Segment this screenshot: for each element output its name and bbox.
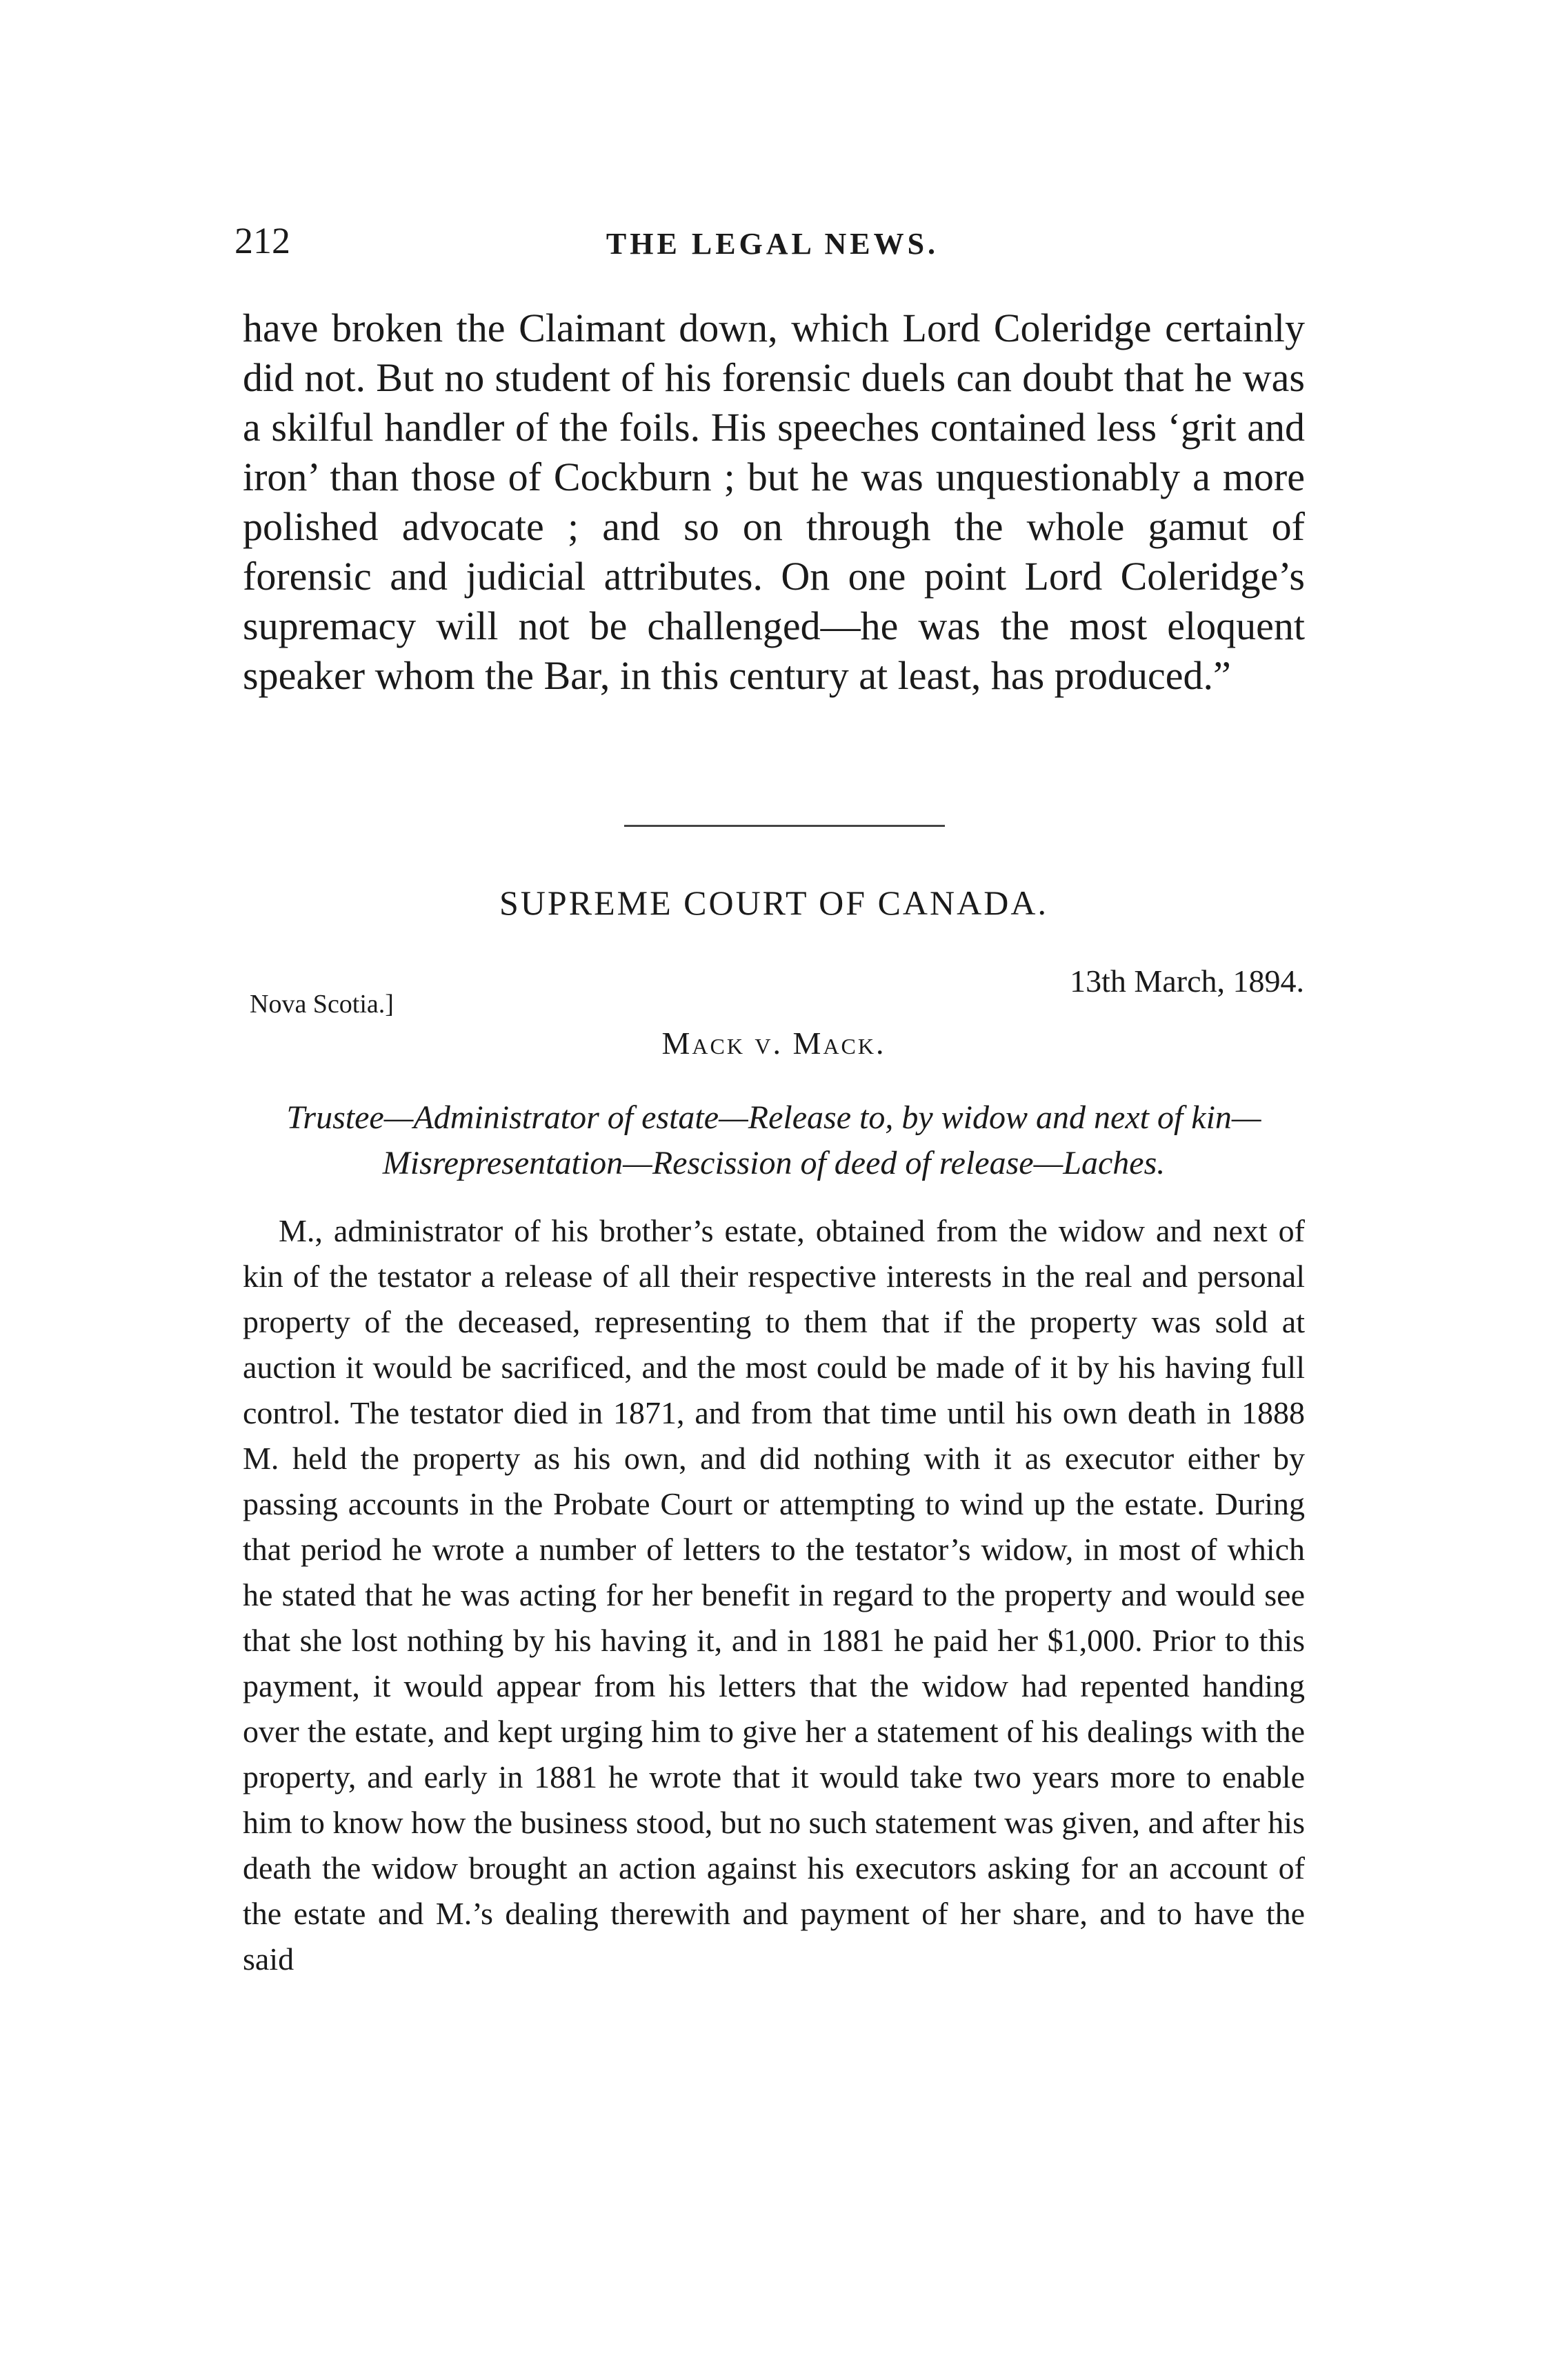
- page-number: 212: [234, 220, 290, 261]
- court-heading: SUPREME COURT OF CANADA.: [499, 883, 1048, 922]
- running-head: THE LEGAL NEWS.: [606, 227, 939, 261]
- quote-paragraph: have broken the Claimant down, which Lord Coleridge certainly did not. But no student of his forensic duels can doubt that he was a skilful handler of the foils. His speeches contained less ‘grit and iron’ than those of Cockburn ; but he was unquestionably a more polished advocate ; and so on through the whole gamut of forensic and judicial attributes. On one point Lord Coleridge’s supremacy will not be challenged—he was the most eloquent speaker whom the Bar, in this century at least, has produced.”: [243, 306, 1305, 698]
- section-divider: [624, 825, 945, 827]
- body-paragraph: M., administrator of his brother’s estate, obtained from the widow and next of kin of the testator a release of all their respective interests in the real and personal property of the deceased, representing to them that if the property was sold at auction it would be sacrificed, and the most could be made of it by his having full control. The testator died in 1871, and from that time until his own death in 1888 M. held the property as his own, and did nothing with it as executor either by passing accounts in the Probate Court or attempting to wind up the estate. During that period he wrote a number of letters to the testator’s widow, in most of which he stated that he was acting for her benefit in regard to the property and would see that she lost nothing by his having it, and in 1881 he paid her $1,000. Prior to this payment, it would appear from his letters that the widow had repented handing over the estate, and kept urging him to give her a statement of his dealings with the property, and early in 1881 he wrote that it would take two years more to enable him to know how the business stood, but no such statement was given, and after his death the widow brought an action against his executors asking for an account of the estate and M.’s dealing therewith and payment of her share, and to have the said: [243, 1213, 1305, 1977]
- judgment-date: 13th March, 1894.: [1070, 963, 1304, 999]
- case-title: Mack v. Mack.: [661, 1026, 886, 1061]
- province-label: Nova Scotia.]: [250, 990, 394, 1019]
- headnote: Trustee—Administrator of estate—Release to, by widow and next of kin—Misrepresentation—Rescission of deed of release—Laches.: [286, 1099, 1261, 1181]
- page-header: [234, 219, 1310, 274]
